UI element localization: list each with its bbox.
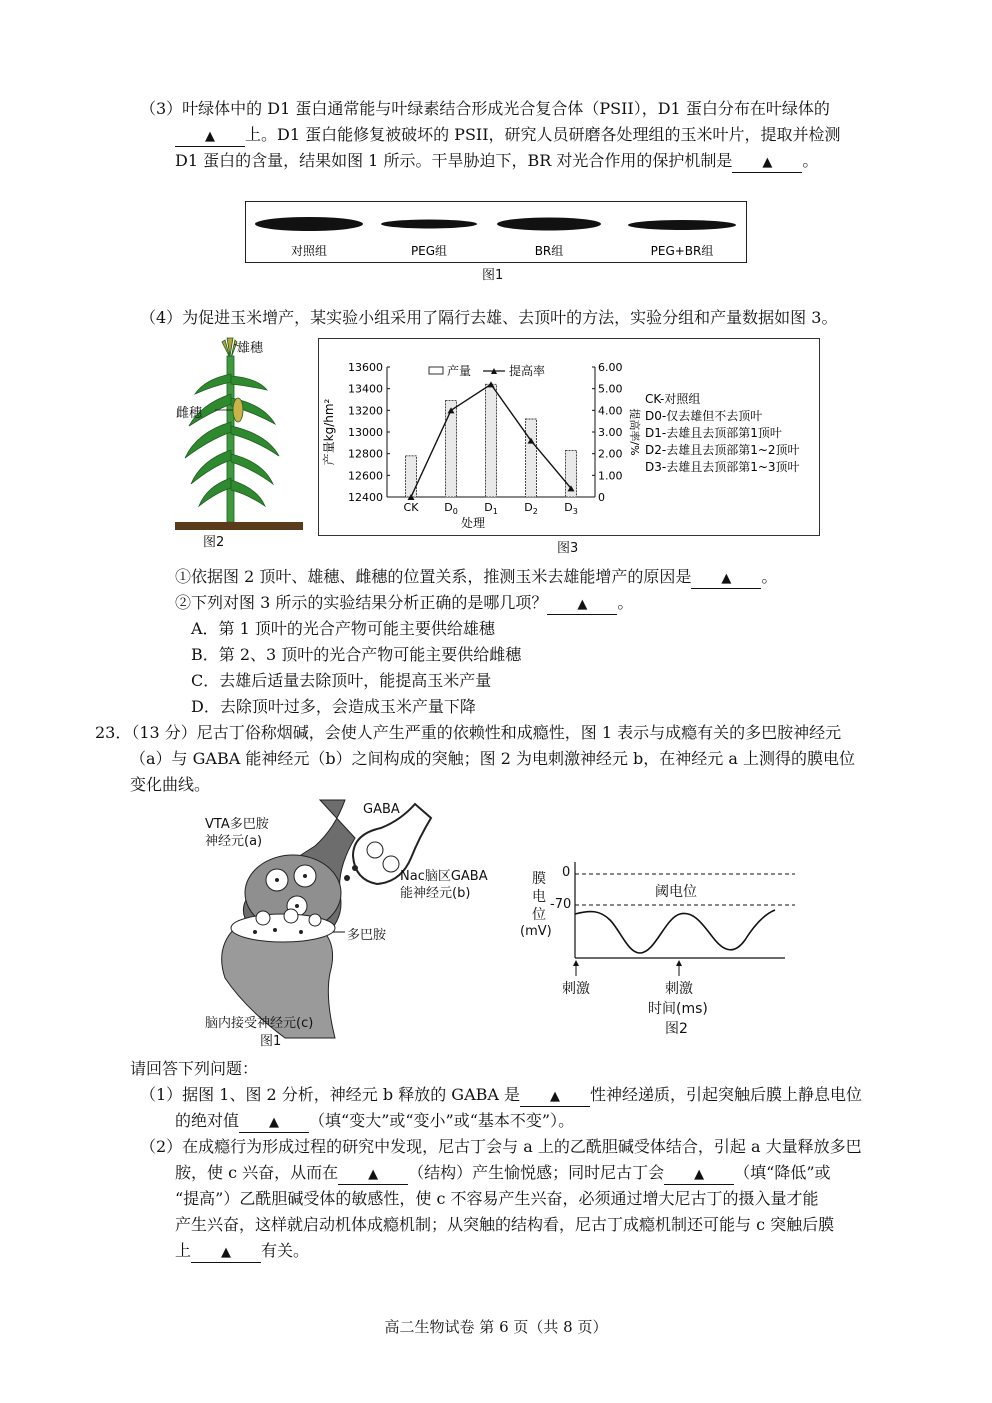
gel-lane-label: PEG组 [410,244,448,258]
fig1-caption: 图1 [482,268,504,283]
band-peg-br [628,220,736,230]
x-tick-label: CK [403,501,419,514]
bar [486,384,497,497]
potential-figure [520,858,810,1043]
y2-tick-label: 1.00 [598,469,623,483]
option-a[interactable]: A．第 1 顶叶的光合产物可能主要供给雄穗 [191,619,495,638]
q4-sub2: ②下列对图 3 所示的实验结果分析正确的是哪几项？ ▲ 。 [175,592,633,615]
gel-lane-label: 对照组 [290,244,328,258]
y-tick-label: 13200 [348,404,383,418]
answer-blank[interactable]: ▲ [191,1242,261,1263]
y-tick-label: 12800 [348,447,383,461]
answers-prompt: 请回答下列问题： [130,1059,259,1078]
a2-line3: “提高”）乙酰胆碱受体的敏感性，使 c 不容易产生兴奋，必须通过增大尼古丁的摄入量才能 [175,1189,819,1208]
a2-line5: 上 ▲ 有关。 [175,1240,309,1263]
synapse-figure [205,798,515,1048]
y2-tick-label: 2.00 [598,447,623,461]
y2-tick-label: 4.00 [598,404,623,418]
stimulus-label-1: 刺激 [562,981,590,997]
label-gaba: GABA [363,802,400,817]
a1-line1: （1）据图 1、图 2 分析，神经元 b 释放的 GABA 是 ▲ 性神经递质，引起突触后膜上静息电位 [140,1084,862,1107]
x-tick-label: $D_1$ [484,501,498,516]
y2-tick-label: 5.00 [598,382,623,396]
synapse-fig-caption: 图1 [260,1034,282,1049]
corn-plant-drawing [175,334,305,549]
answer-blank[interactable]: ▲ [520,1086,590,1107]
option-d[interactable]: D．去除顶叶过多，会造成玉米产量下降 [191,697,476,716]
answer-blank[interactable]: ▲ [338,1164,408,1185]
q3-line1: （3）叶绿体中的 D1 蛋白通常能与叶绿素结合形成光合复合体（PSII），D1 蛋白分布在叶绿体的 [140,99,830,118]
answer-blank[interactable]: ▲ [732,152,802,173]
treatment-key: D3-去雄且去顶部第1~3顶叶 [645,460,800,474]
y2-tick-label: 0 [598,491,605,504]
tick-zero: 0 [562,865,571,880]
treatment-key: D0-仅去雄但不去顶叶 [645,409,763,423]
band-control [255,217,363,231]
legend-line-label: 提高率 [509,364,546,378]
fig3-caption: 图3 [557,541,579,556]
y-tick-label: 13000 [348,426,383,439]
x-axis-title: 处理 [460,516,486,530]
answer-blank[interactable]: ▲ [547,594,617,615]
a2-line2: 胺，使 c 兴奋，从而在 ▲ （结构）产生愉悦感；同时尼古丁会 ▲ （填“降低”或 [175,1162,831,1185]
threshold-label: 阈电位 [655,884,697,900]
stimulus-label-2: 刺激 [665,981,693,997]
q23-line3: 变化曲线。 [130,775,211,794]
fig2-caption: 图2 [203,535,225,550]
option-b[interactable]: B．第 2、3 顶叶的光合产物可能主要供给雌穗 [191,645,522,664]
corn-plant-figure [175,334,305,549]
yield-chart [319,339,819,535]
treatment-key: CK-对照组 [645,392,701,406]
bar [446,401,457,497]
q4-intro: （4）为促进玉米增产，某实验小组采用了隔行去雄、去顶叶的方法，实验分组和产量数据如图 3。 [140,308,838,327]
y-tick-label: 12600 [348,469,383,483]
band-br [497,218,601,231]
answer-blank[interactable]: ▲ [664,1164,734,1185]
gel-lane-label: PEG+BR组 [650,244,714,258]
potential-ylabel: 膜 电 位 [532,871,546,923]
option-c[interactable]: C．去雄后适量去除顶叶，能提高玉米产量 [191,671,492,690]
bar [526,419,537,497]
q3-line2: ▲ 上。D1 蛋白能修复被破坏的 PSII，研究人员研磨各处理组的玉米叶片，提取并检测 [175,124,841,147]
q23-line1: 23．（13 分）尼古丁俗称烟碱，会使人产生严重的依赖性和成瘾性，图 1 表示与成瘾有关的多巴胺神经元 [95,723,842,742]
treatment-key: D1-去雄且去顶部第1顶叶 [645,426,782,440]
answer-blank[interactable]: ▲ [239,1112,309,1133]
yield-chart-frame [318,338,820,536]
a1-line2: 的绝对值 ▲ （填“变大”或“变小”或“基本不变”）。 [175,1110,574,1133]
gel-figure [245,201,747,263]
potential-unit: (mV) [520,924,552,939]
x-tick-label: $D_0$ [444,501,458,516]
y2-tick-label: 6.00 [598,361,623,374]
label-dopamine: 多巴胺 [347,928,387,943]
q3-line3: D1 蛋白的含量，结果如图 1 所示。干旱胁迫下，BR 对光合作用的保护机制是 ▲ 。 [175,150,818,173]
label-male-tassel: 雄穗 [237,341,264,356]
a2-line1: （2）在成瘾行为形成过程的研究中发现，尼古丁会与 a 上的乙酰胆碱受体结合，引起 a 大量释放多巴 [140,1137,862,1156]
legend-bar-label: 产量 [447,364,472,378]
gel-bands [246,202,746,262]
x-tick-label: $D_2$ [524,501,538,516]
x-tick-label: $D_3$ [564,501,578,516]
treatment-key: D2-去雄且去顶部第1~2顶叶 [645,443,800,457]
band-peg [381,220,477,229]
y2-tick-label: 3.00 [598,426,623,439]
q4-sub1: ①依据图 2 顶叶、雄穗、雌穗的位置关系，推测玉米去雄能增产的原因是 ▲ 。 [175,566,777,589]
label-vta-neuron: VTA多巴胺 神经元(a) [205,817,269,849]
y-axis-title: 产量kg/hm² [322,398,336,466]
label-nac-neuron: Nac脑区GABA 能神经元(b) [400,869,488,901]
a2-line4: 产生兴奋，这样就启动机体成瘾机制；从突触的结构看，尼古丁成瘾机制还可能与 c 突触后膜 [175,1215,835,1234]
y-tick-label: 13600 [348,361,383,374]
answer-blank[interactable]: ▲ [175,126,245,147]
answer-blank[interactable]: ▲ [691,568,761,589]
potential-xlabel: 时间(ms) [648,1001,708,1017]
legend-bar-swatch [429,367,443,374]
page-footer: 高二生物试卷 第 6 页（共 8 页） [384,1318,608,1336]
bar [406,456,417,497]
q23-line2: （a）与 GABA 能神经元（b）之间构成的突触；图 2 为电刺激神经元 b，在神经元 a 上测得的膜电位 [130,749,855,768]
label-female-ear: 雌穗 [176,406,203,421]
potential-fig-caption: 图2 [665,1021,688,1037]
tick-minus70: -70 [550,897,572,912]
y-tick-label: 12400 [348,491,383,504]
y2-axis-title: 提高率/% [628,408,641,456]
y-tick-label: 13400 [348,382,383,396]
label-receptor-neuron: 脑内接受神经元(c) [205,1016,314,1031]
gel-lane-label: BR组 [534,244,564,258]
